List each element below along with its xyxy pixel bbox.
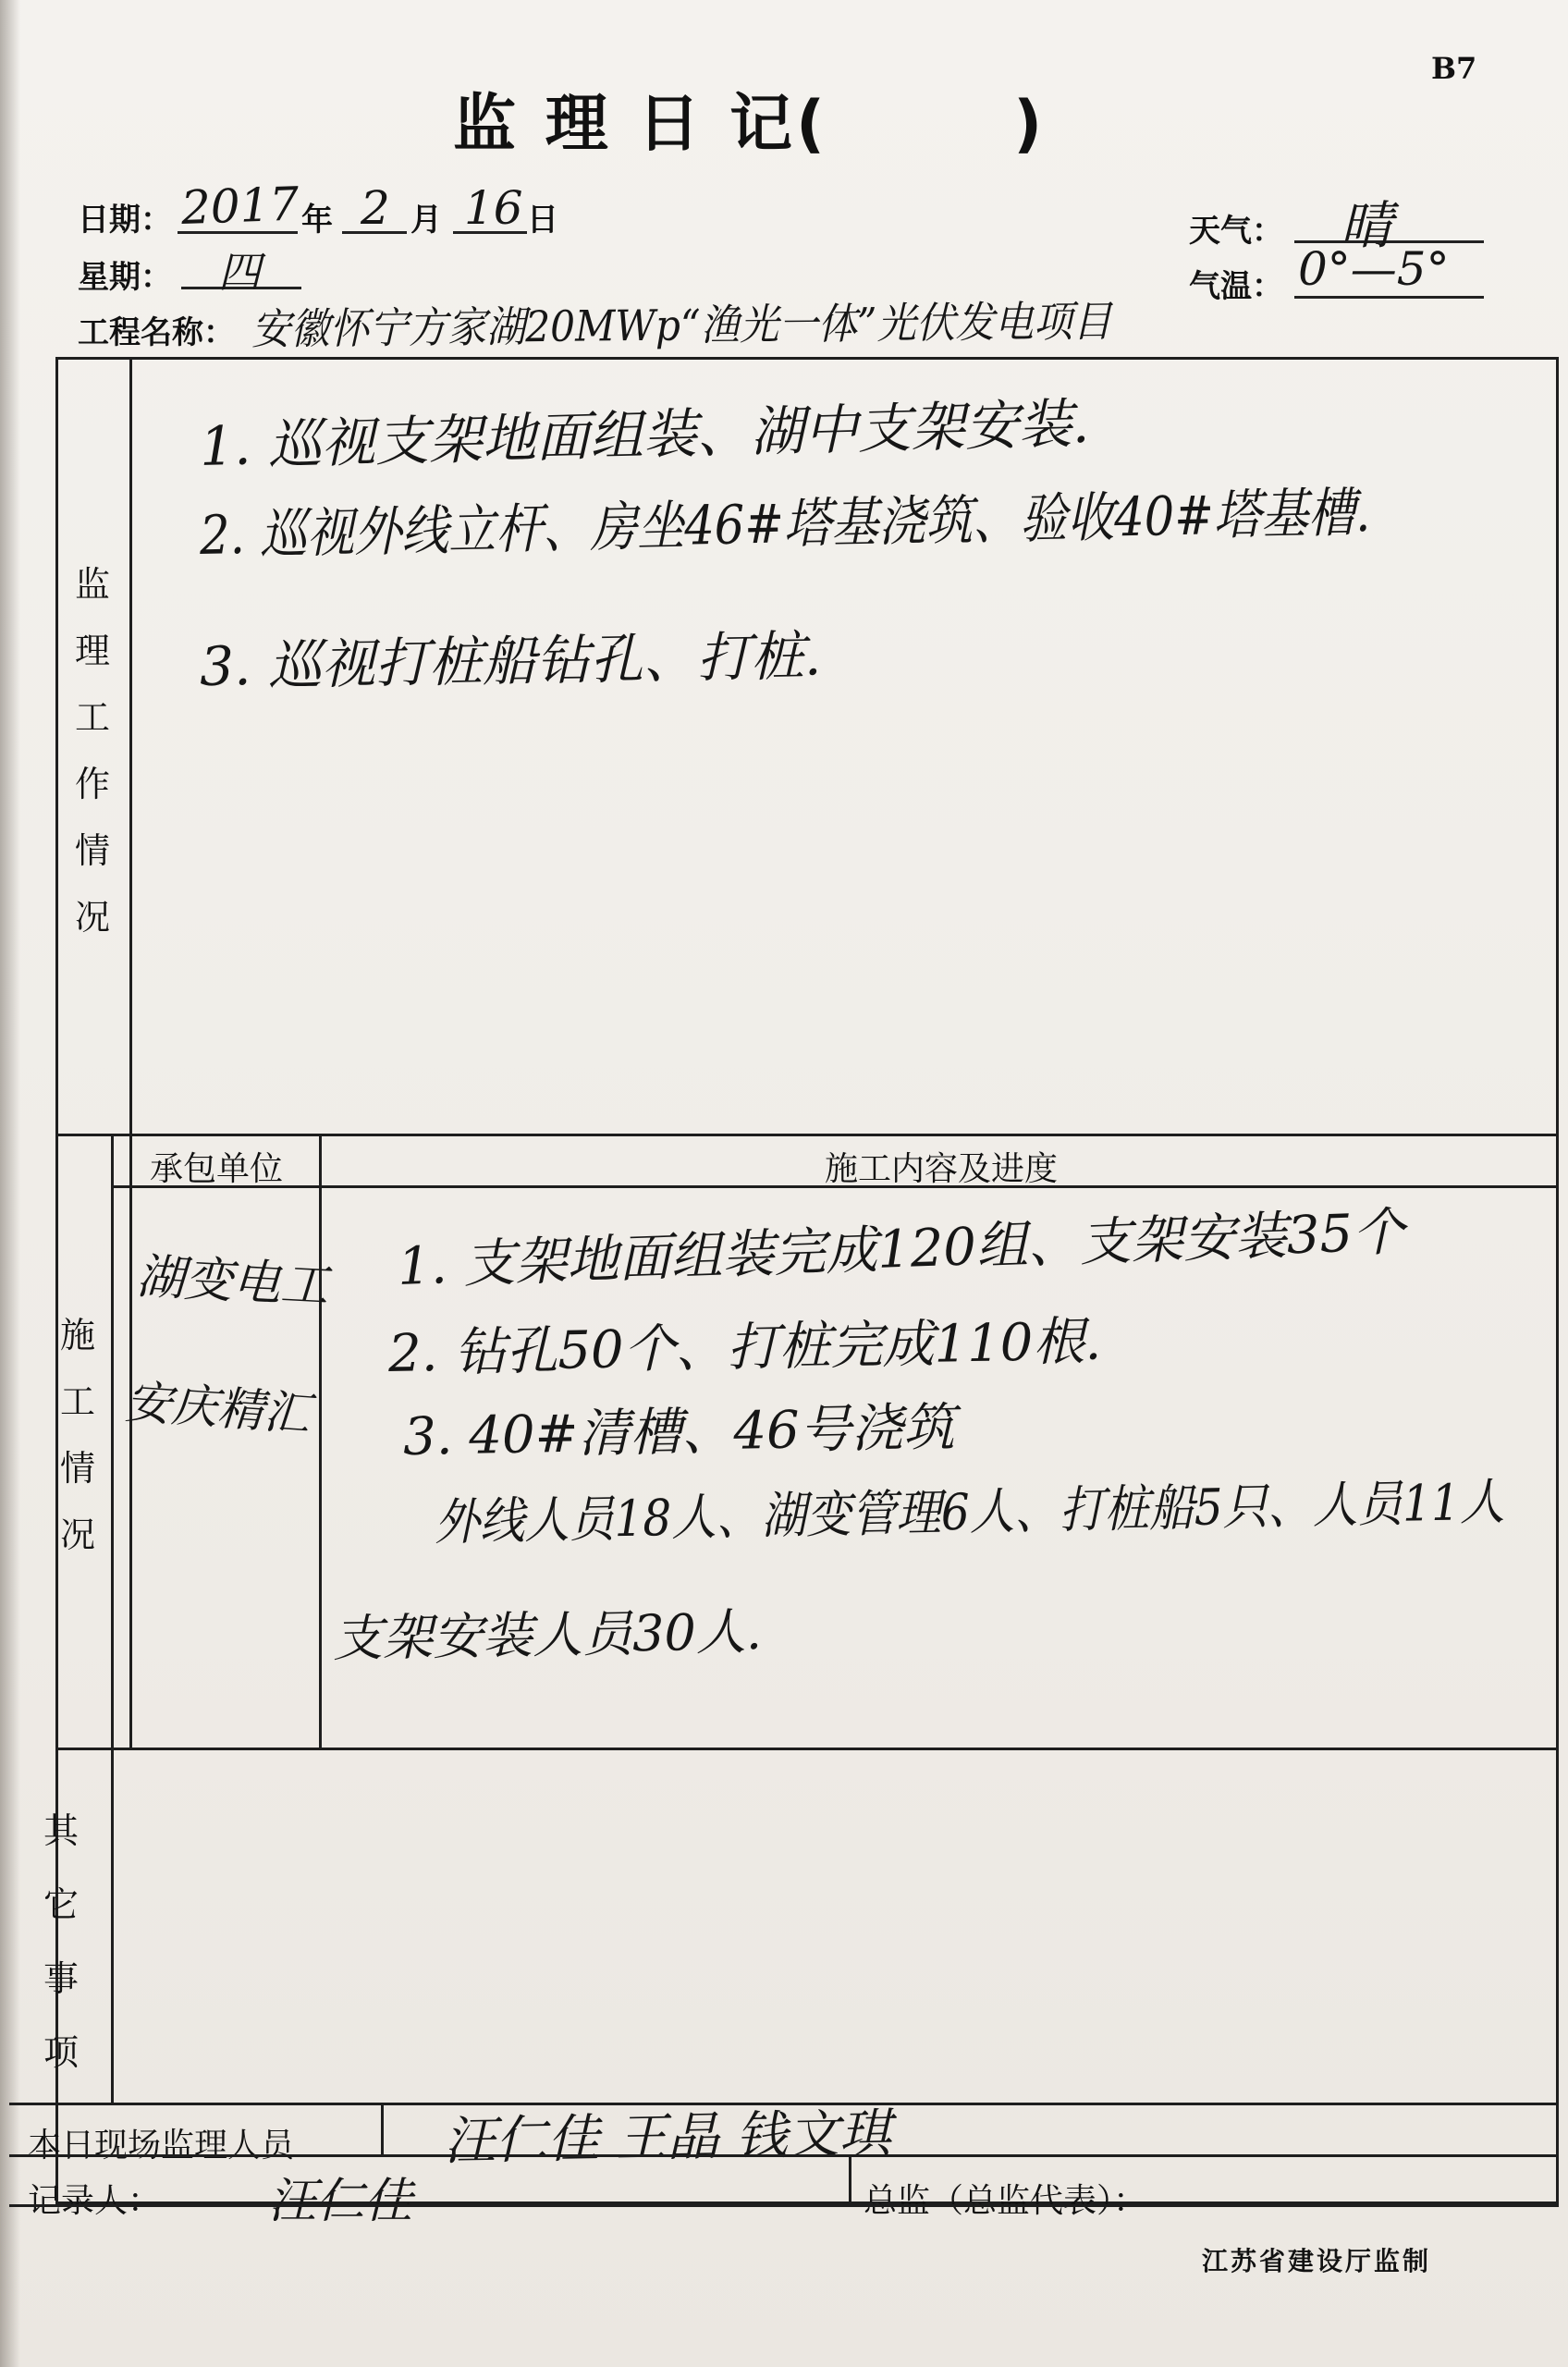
- staff-names: 汪仁佳 王晶 钱文琪: [443, 2103, 892, 2172]
- temp-underline: [1294, 296, 1484, 299]
- weekday-label: 星期：: [78, 259, 172, 296]
- supervision-line-1: 1. 巡视支架地面组装、湖中支架安装.: [199, 391, 1090, 478]
- date-year: 2017: [179, 177, 300, 235]
- weather-label: 天气：: [1189, 213, 1283, 250]
- other-section-label: 其 它 事 项: [43, 1810, 79, 2073]
- contractor-1: 湖变电工: [135, 1249, 331, 1315]
- supervision-line-2: 2. 巡视外线立杆、房坐46#塔基浇筑、验收40#塔基槽.: [199, 480, 1371, 567]
- title-close: ): [1013, 88, 1047, 161]
- date-label: 日期：: [78, 202, 172, 239]
- title-text: 监 理 日 记(: [453, 88, 829, 161]
- footer-divider: [849, 2154, 851, 2204]
- construction-line-4: 外线人员18人、湖变管理6人、打桩船5只、人员11人: [434, 1472, 1505, 1551]
- section-divider-1: [55, 1134, 1559, 1136]
- supervision-line-3: 3. 巡视打桩船钻孔、打桩.: [199, 624, 822, 698]
- contractor-column-divider: [319, 1134, 322, 1748]
- month-char: 月: [410, 202, 442, 239]
- section-divider-2: [55, 1748, 1559, 1750]
- project-value: 安徽怀宁方家湖20MWp“渔光一体”光伏发电项目: [251, 296, 1112, 354]
- form-code: B7: [1431, 51, 1477, 86]
- page-title: [453, 74, 1156, 164]
- date-month: 2: [361, 181, 390, 235]
- construction-section-label: 施 工 情 况: [59, 1315, 95, 1555]
- construction-label-divider: [111, 1134, 114, 1748]
- section-divider-4: [9, 2154, 1559, 2157]
- recorder-value: 汪仁佳: [268, 2174, 413, 2229]
- year-char: 年: [301, 202, 333, 239]
- date-day: 16: [464, 181, 523, 235]
- content-column-header: 施工内容及进度: [824, 1150, 1058, 1188]
- construction-line-3: 3. 40#清槽、46号浇筑: [402, 1397, 956, 1467]
- construction-line-2: 2. 钻孔50个、打桩完成110根.: [387, 1311, 1102, 1384]
- page-edge-shadow: [0, 0, 20, 2367]
- label-column-divider: [129, 357, 132, 1748]
- other-label-divider: [111, 1748, 114, 2103]
- table-bottom-line: [9, 2204, 1559, 2207]
- chief-label: 总监（总监代表）：: [864, 2182, 1147, 2220]
- supervision-section-label: 监 理 工 作 情 况: [74, 564, 110, 938]
- contractor-2: 安庆精汇: [123, 1375, 312, 1441]
- staff-label: 本日现场监理人员: [28, 2127, 295, 2165]
- contractor-column-header: 承包单位: [149, 1150, 283, 1188]
- construction-line-5: 支架安装人员30人.: [332, 1601, 763, 1668]
- weekday-value: 四: [218, 247, 261, 297]
- weather-value: 晴: [1341, 196, 1392, 256]
- construction-line-1: 1. 支架地面组装完成120组、支架安装35个: [397, 1201, 1406, 1297]
- temp-label: 气温：: [1189, 268, 1283, 305]
- project-label: 工程名称：: [78, 314, 235, 351]
- recorder-label: 记录人：: [28, 2182, 162, 2220]
- temp-value: 0°—5°: [1298, 242, 1450, 296]
- staff-divider: [381, 2103, 384, 2154]
- footnote-issuer: 江苏省建设厅监制: [1202, 2246, 1432, 2276]
- day-char: 日: [527, 202, 558, 239]
